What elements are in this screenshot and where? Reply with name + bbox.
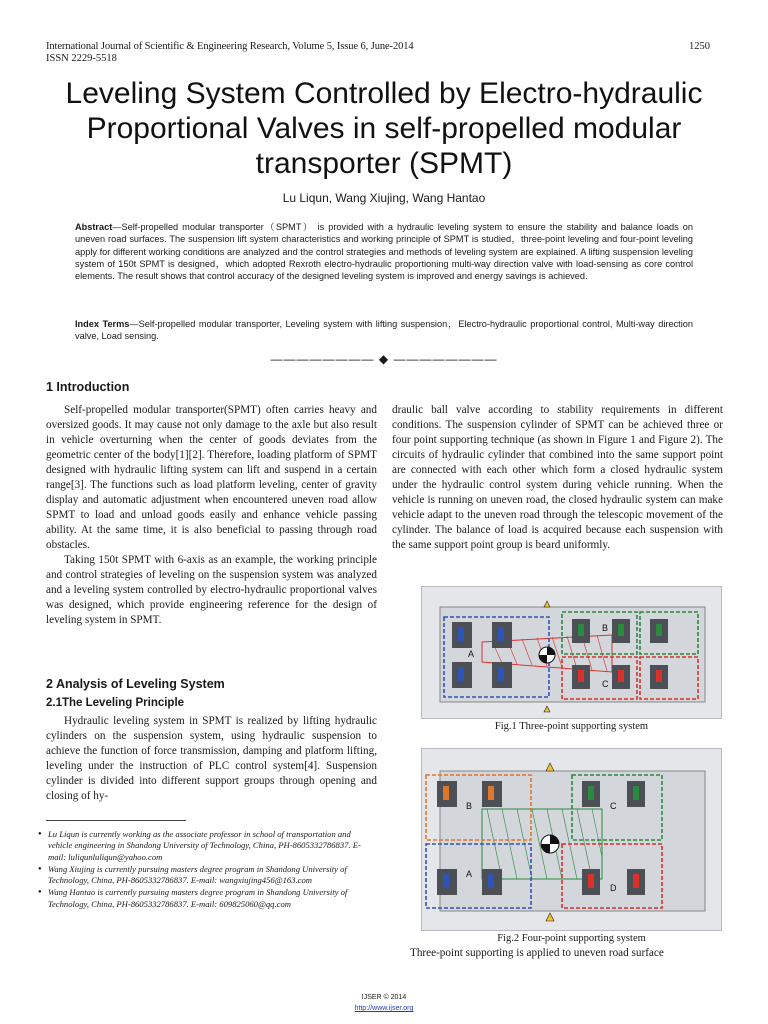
footer-link[interactable]: http://www.ijser.org	[354, 1005, 414, 1012]
footnote-rule	[46, 820, 186, 821]
fig2-label-b: B	[466, 801, 473, 811]
journal-header: International Journal of Scientific & Engineering Research, Volume 5, Issue 6, June-2014	[46, 41, 414, 52]
right-paragraph-2: Three-point supporting is applied to uneven road surface	[410, 947, 664, 959]
fig2-label-d: D	[610, 883, 617, 893]
intro-heading: 1 Introduction	[46, 380, 130, 394]
right-column-continuation	[392, 946, 723, 961]
principle-paragraph-1: Hydraulic leveling system in SPMT is realized by lifting hydraulic cylinders on the suspension system, using hydraulic suspension to achieve the function of force transmission, damping and platform lifting, leveling under the instruction of PLC control system[4]. Suspension cylinder is divided into different support groups through opening and closing of hy-	[46, 715, 377, 802]
fig2-label-c: C	[610, 801, 617, 811]
issn: ISSN 2229-5518	[46, 53, 117, 64]
figure-1-diagram	[422, 587, 722, 719]
footer-copyright: IJSER © 2014	[361, 994, 407, 1001]
figure-2	[421, 748, 722, 931]
authors: Lu Liqun, Wang Xiujing, Wang Hantao	[282, 191, 486, 205]
index-terms-text: —Self-propelled modular transporter, Leveling system with lifting suspension，Electro-hydraulic proportional control, Multi-way direction valve, Load sensing.	[75, 319, 693, 342]
page-number: 1250	[689, 41, 710, 52]
figure-2-caption: Fig.2 Four-point supporting system	[497, 933, 646, 944]
author-footnotes	[38, 829, 368, 911]
abstract-text: —Self-propelled modular transporter（SPMT） is provided with a hydraulic leveling system to ensure the stability and balance loads on uneven road surfaces. The suspension lift system characteristics and working principle of SPMT is studied，three-point leveling and four-point leveling apply for different working conditions are analyzed and the control strategies and methods of leveling system are explained. A lifting suspension leveling system of 150t SPMT is designed，which adopted Rexroth electro-hydraulic proportioning multi-way direction valve with load-sensing as core control elements. The result shows that control accuracy of the designed leveling system is improved and energy savings is achieved.	[75, 222, 693, 282]
footnote-item: ● Wang Hantao is currently pursuing masters degree program in Shandong University of Technology, China, PH-8605332786837. E-mail: 609825060@qq.com	[38, 887, 368, 910]
right-paragraph-1: draulic ball valve according to stability requirements in different conditions. The suspension cylinder of SPMT can be achieved three or four point supporting technique (as shown in Figure 1 and Figure 2). The circuits of hydraulic cylinder that combined into the same support point are connected with each other which form a closed hydraulic system under the hydraulic control system during vehicle running. When the vehicle is running on uneven road, the closed hydraulic system can make vehicle adapt to the uneven road through the telescopic movement of the cylinder. The balance of load is acquired because each suspension with the same support point group is beard uniformly.	[392, 404, 723, 551]
index-terms	[75, 318, 693, 343]
footnote-item: ● Wang Xiujing is currently pursuing masters degree program in Shandong University of Technology, China, PH-8605332786837. E-mail: wangxiujing456@163.com	[38, 864, 368, 887]
fig2-label-a: A	[466, 869, 473, 879]
figure-2-diagram	[422, 749, 722, 931]
left-column-intro	[46, 403, 377, 628]
analysis-heading: 2 Analysis of Leveling System	[46, 677, 225, 691]
fig1-label-c: C	[602, 679, 609, 689]
right-column-text	[392, 403, 723, 553]
figure-1	[421, 586, 722, 719]
index-terms-label: Index Terms	[75, 319, 130, 329]
footnote-item: ● Lu Liqun is currently working as the associate professor in school of transportation and vehicle engineering in Shandong University of Technology, China, PH-8605332786837. E-mail: luliqunluliqun@yahoo.com	[38, 829, 368, 863]
fig1-label-b: B	[602, 623, 609, 633]
intro-paragraph-1: Self-propelled modular transporter(SPMT) often carries heavy and oversized goods. It may cause not only damage to the axle but also result in vehicle overturning when the center of goods deviates from the geometric center of the body[1][2]. Therefore, loading platform of SPMT designed with hydraulic lifting system can lift and suspend in a certain range[3]. The functions such as load platform leveling, center of gravity display and automatic adjustment when encountered uneven road allow SPMT to load and unload goods easily and enhance vehicle passing ability. At the same time, it is also beneficial to passing through road obstacles.	[46, 404, 377, 551]
paper-title: Leveling System Controlled by Electro-hydraulic Proportional Valves in self-propelled modular transporter (SPMT)	[65, 77, 703, 180]
intro-paragraph-2: Taking 150t SPMT with 6-axis as an example, the working principle and control strategies of leveling on the suspension system was analyzed and a leveling system controlled by electro-hydraulic proportional valves was designed, which provide engineering reference for the design of leveling system in SPMT.	[46, 554, 377, 626]
figure-1-caption: Fig.1 Three-point supporting system	[494, 721, 649, 732]
abstract-label: Abstract	[75, 222, 113, 232]
left-column-principle	[46, 714, 377, 804]
abstract	[75, 221, 693, 282]
section-divider: ———————— ◆ ————————	[270, 352, 498, 366]
fig1-label-a: A	[468, 649, 475, 659]
principle-heading: 2.1The Leveling Principle	[46, 697, 185, 709]
